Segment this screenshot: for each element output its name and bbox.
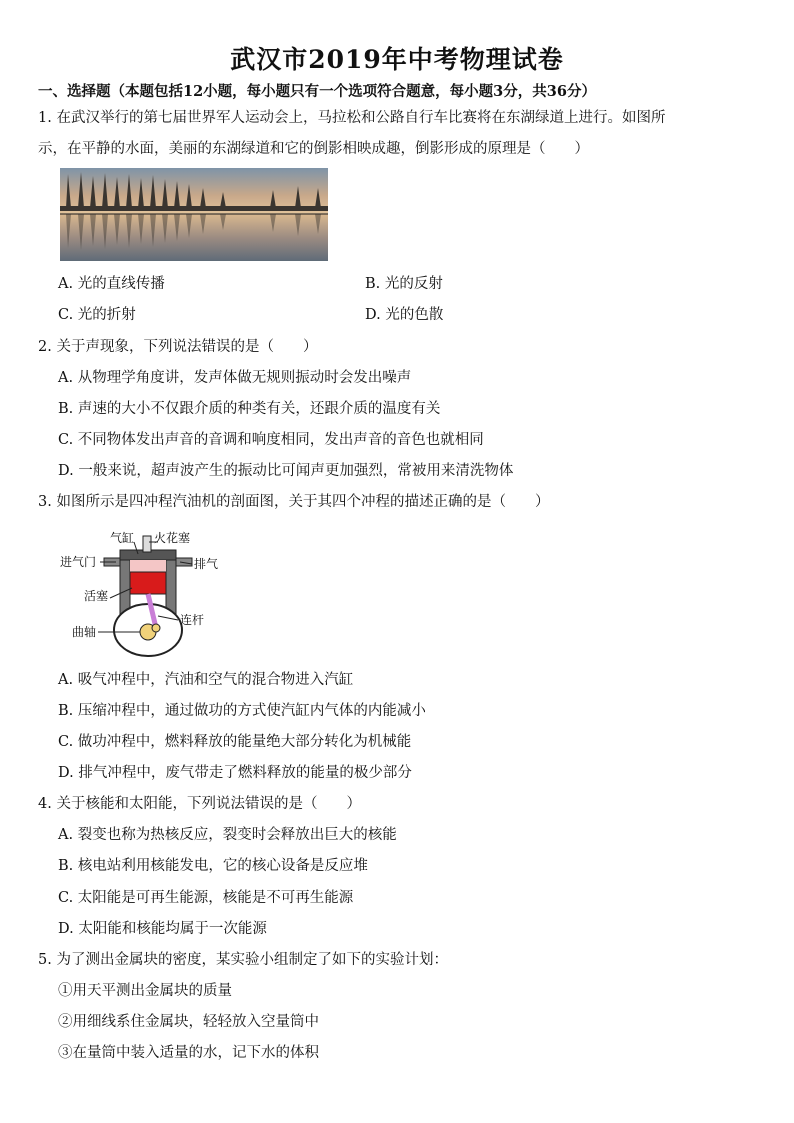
q4-option-a: A. 裂变也称为热核反应，裂变时会释放出巨大的核能 [58, 827, 397, 843]
q3-option-a: A. 吸气冲程中，汽油和空气的混合物进入汽缸 [58, 672, 354, 688]
q1-option-b: B. 光的反射 [365, 276, 443, 292]
label-exhaust: 排气 [194, 557, 219, 571]
q1-option-a: A. 光的直线传播 [58, 276, 165, 292]
label-cylinder: 气缸 [110, 531, 135, 545]
q2-option-b: B. 声速的大小不仅跟介质的种类有关，还跟介质的温度有关 [58, 401, 441, 417]
q3-engine-diagram [58, 528, 228, 663]
section-heading: 一、选择题（本题包括12小题，每小题只有一个选项符合题意，每小题3分，共36分） [38, 83, 596, 100]
page-title: 武汉市2019年中考物理试卷 [230, 45, 564, 74]
q1-option-c: C. 光的折射 [58, 307, 136, 323]
q3-option-c: C. 做功冲程中，燃料释放的能量绝大部分转化为机械能 [58, 734, 412, 750]
label-piston: 活塞 [84, 589, 109, 603]
q1-stem-line-1: 1. 在武汉举行的第七届世界军人运动会上，马拉松和公路自行车比赛将在东湖绿道上进行。如图所 [38, 110, 666, 126]
q5-step-2: ②用细线系住金属块，轻轻放入空量筒中 [58, 1014, 319, 1030]
label-crankshaft: 曲轴 [72, 625, 97, 639]
q4-stem: 4. 关于核能和太阳能，下列说法错误的是（ ） [38, 796, 361, 812]
label-intake: 进气门 [60, 555, 97, 569]
q3-stem: 3. 如图所示是四冲程汽油机的剖面图，关于其四个冲程的描述正确的是（ ） [38, 494, 550, 510]
label-spark-plug: 火花塞 [154, 531, 191, 545]
q4-option-b: B. 核电站利用核能发电，它的核心设备是反应堆 [58, 858, 368, 874]
q2-option-c: C. 不同物体发出声音的音调和响度相同，发出声音的音色也就相同 [58, 432, 484, 448]
label-rod: 连杆 [180, 613, 205, 627]
q2-option-d: D. 一般来说，超声波产生的振动比可闻声更加强烈，常被用来清洗物体 [58, 463, 514, 479]
q1-option-d: D. 光的色散 [365, 307, 444, 323]
q5-step-1: ①用天平测出金属块的质量 [58, 983, 232, 999]
q5-stem: 5. 为了测出金属块的密度，某实验小组制定了如下的实验计划： [38, 952, 448, 968]
q1-lake-reflection-photo [60, 168, 328, 261]
q3-option-d: D. 排气冲程中，废气带走了燃料释放的能量的极少部分 [58, 765, 412, 781]
q4-option-d: D. 太阳能和核能均属于一次能源 [58, 921, 267, 937]
q2-stem: 2. 关于声现象，下列说法错误的是（ ） [38, 339, 318, 355]
q1-stem-line-2: 示，在平静的水面，美丽的东湖绿道和它的倒影相映成趣，倒影形成的原理是（ ） [38, 141, 589, 157]
q4-option-c: C. 太阳能是可再生能源，核能是不可再生能源 [58, 890, 354, 906]
q2-option-a: A. 从物理学角度讲，发声体做无规则振动时会发出噪声 [58, 370, 412, 386]
q5-step-3: ③在量筒中装入适量的水，记下水的体积 [58, 1045, 319, 1061]
q3-option-b: B. 压缩冲程中，通过做功的方式使汽缸内气体的内能减小 [58, 703, 426, 719]
